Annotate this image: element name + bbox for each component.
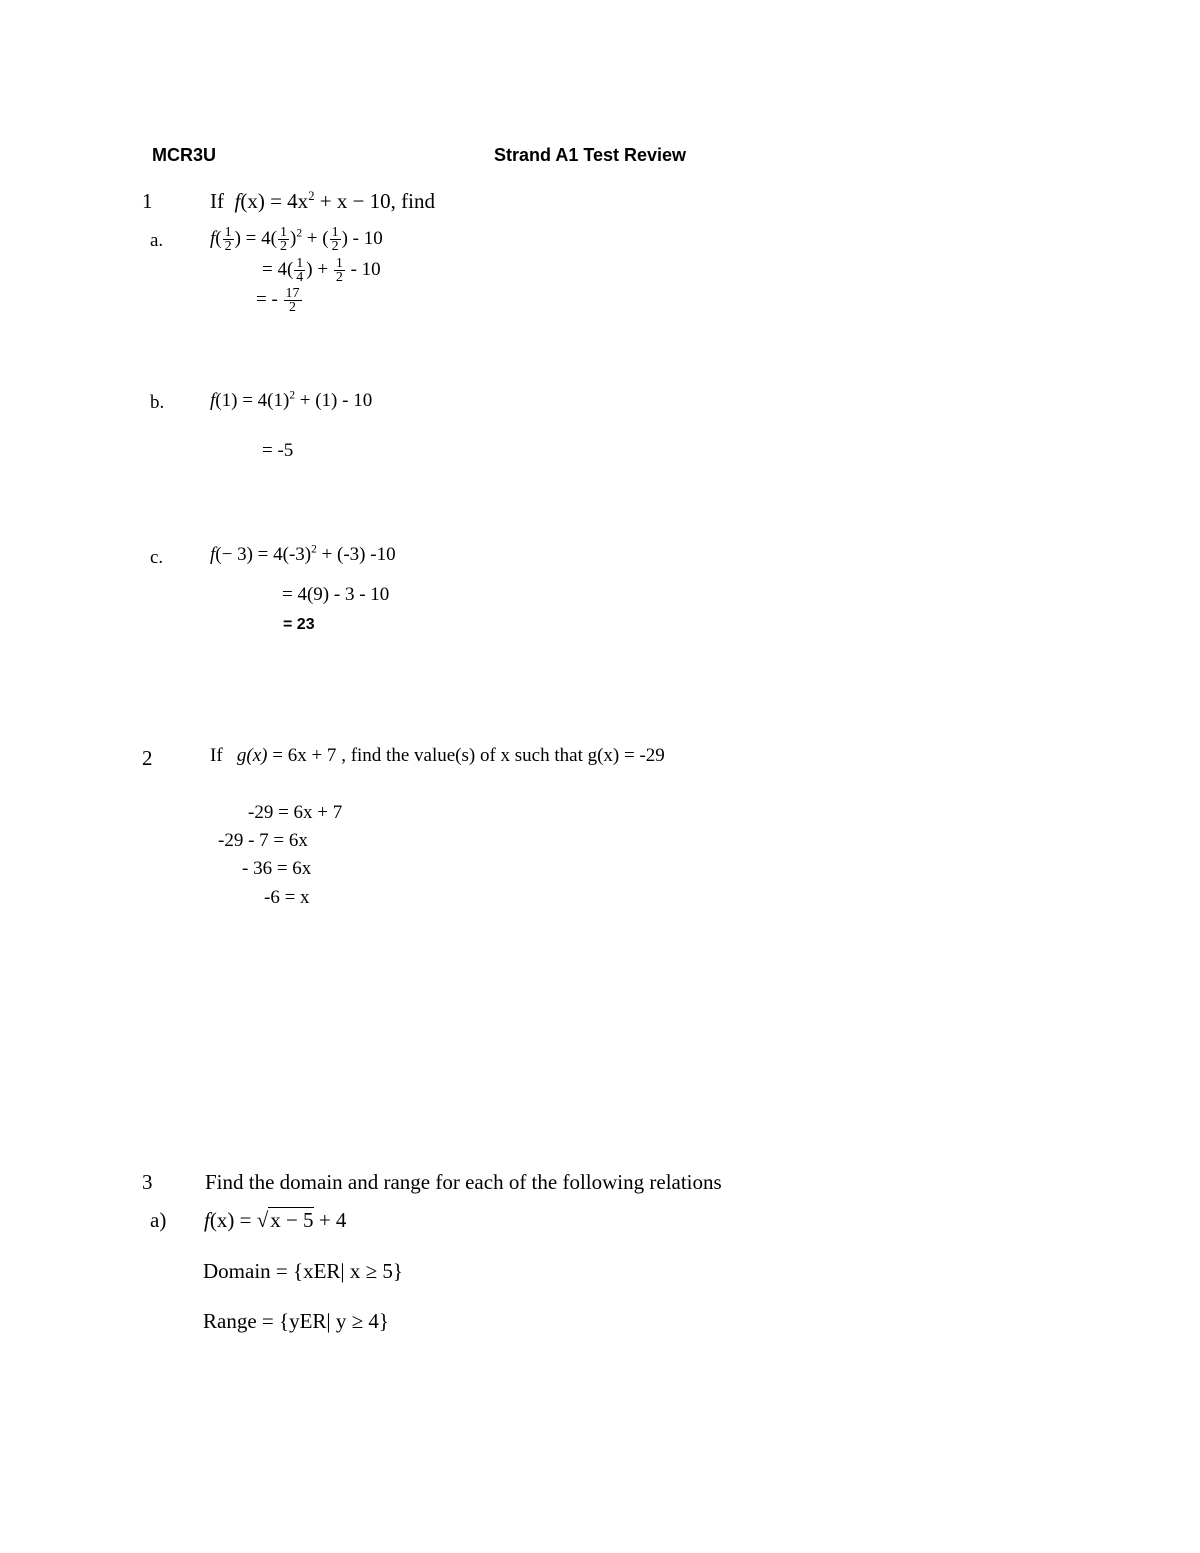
q3a-domain: Domain = {xER| x ≥ 5}: [203, 1259, 403, 1283]
q1b-mid: = 4(1): [237, 390, 290, 411]
q3a-eq: =: [234, 1208, 257, 1232]
q1b-f: f: [210, 390, 216, 411]
q1b-line1: [210, 390, 372, 412]
q1a-line1: [210, 226, 383, 253]
q1a-l2-end: - 10: [345, 258, 381, 280]
q1c-label: c.: [150, 547, 164, 568]
q1b-label: b.: [150, 392, 165, 413]
q1-number: 1: [142, 189, 153, 213]
q1-exp: 2: [308, 188, 315, 203]
q1c-line2: = 4(9) - 3 - 10: [282, 584, 390, 605]
q1c-f: f: [210, 544, 216, 565]
fraction-numerator: 17: [285, 286, 300, 301]
q3a-fx: (x): [209, 1208, 235, 1232]
fraction-numerator: 1: [335, 256, 343, 271]
q3-prompt: Find the domain and range for each of the following relations: [205, 1170, 722, 1194]
q3a-range: Range = {yER| y ≥ 4}: [203, 1309, 389, 1333]
q1c-arg: (− 3): [215, 544, 253, 565]
q1a-end: ) - 10: [341, 227, 383, 249]
q1c-line1: [210, 544, 396, 566]
fraction-numerator: 1: [224, 225, 232, 240]
q1-f: f: [234, 189, 241, 213]
fraction: [284, 287, 302, 314]
fraction-denominator: 2: [224, 239, 232, 254]
q1-if: If: [210, 189, 224, 213]
q1a-mid2: ): [289, 227, 297, 249]
q1a-line2: [262, 257, 381, 284]
q3a-plus: + 4: [313, 1208, 347, 1232]
q1a-l2-start: = 4(: [262, 258, 294, 280]
q1c-mid: = 4(-3): [252, 544, 312, 565]
q1a-line3: [256, 287, 303, 314]
q2-eq: = 6x + 7: [267, 745, 337, 766]
q2-step-1: -29 = 6x + 7: [248, 802, 343, 823]
fraction-denominator: 2: [335, 270, 343, 285]
q1a-mid3: + (: [302, 227, 329, 249]
q3a-function: [204, 1208, 346, 1233]
q3a-label: a): [150, 1208, 167, 1232]
q1-prompt: [210, 189, 435, 214]
course-code: MCR3U: [152, 145, 217, 165]
q1a-mid1: ) = 4(: [234, 227, 277, 249]
q1a-f: f: [210, 227, 216, 249]
q1a-open: (: [215, 227, 222, 249]
q1c-answer: = 23: [283, 616, 315, 633]
q2-number: 2: [142, 746, 153, 770]
fraction: [330, 226, 341, 253]
q1b-arg: (1): [215, 390, 238, 411]
q3a-f: f: [204, 1208, 210, 1232]
q2-step-2: -29 - 7 = 6x: [218, 830, 308, 851]
q1a-l2-mid: ) +: [306, 258, 333, 280]
q2-prompt: [210, 745, 665, 767]
fraction-denominator: 4: [296, 270, 304, 285]
q2-rest: , find the value(s) of x such that g(x) = -29: [336, 745, 665, 766]
radical-sign: √: [256, 1208, 269, 1232]
q2-if: If: [210, 745, 223, 766]
q1a-l3-start: = -: [256, 288, 283, 310]
fraction: [334, 257, 345, 284]
document-title: Strand A1 Test Review: [494, 145, 687, 165]
fraction-numerator: 1: [296, 256, 304, 271]
q1a-exp: 2: [296, 227, 303, 240]
q1c-exp: 2: [311, 543, 317, 556]
q1-rest: + x − 10: [314, 189, 391, 213]
fraction-denominator: 2: [331, 239, 339, 254]
fraction-numerator: 1: [279, 225, 287, 240]
fraction-denominator: 2: [289, 300, 297, 315]
q1-eq: = 4x: [264, 189, 309, 213]
fraction: [223, 226, 234, 253]
q1c-end: + (-3) -10: [316, 544, 396, 565]
q1b-line2: = -5: [262, 440, 294, 461]
fraction: [278, 226, 289, 253]
q1-x: (x): [240, 189, 265, 213]
q1a-label: a.: [150, 230, 164, 251]
q2-step-3: - 36 = 6x: [242, 858, 312, 879]
q1b-exp: 2: [289, 389, 296, 402]
q3-number: 3: [142, 1170, 153, 1194]
fraction-numerator: 1: [331, 225, 339, 240]
q1b-end: + (1) - 10: [295, 390, 373, 411]
fraction: [294, 257, 305, 284]
q3a-radicand: x − 5: [270, 1208, 314, 1232]
q2-step-4: -6 = x: [264, 887, 310, 908]
fraction-denominator: 2: [279, 239, 287, 254]
q2-g: g(x): [236, 745, 268, 766]
q1-find: , find: [390, 189, 435, 213]
